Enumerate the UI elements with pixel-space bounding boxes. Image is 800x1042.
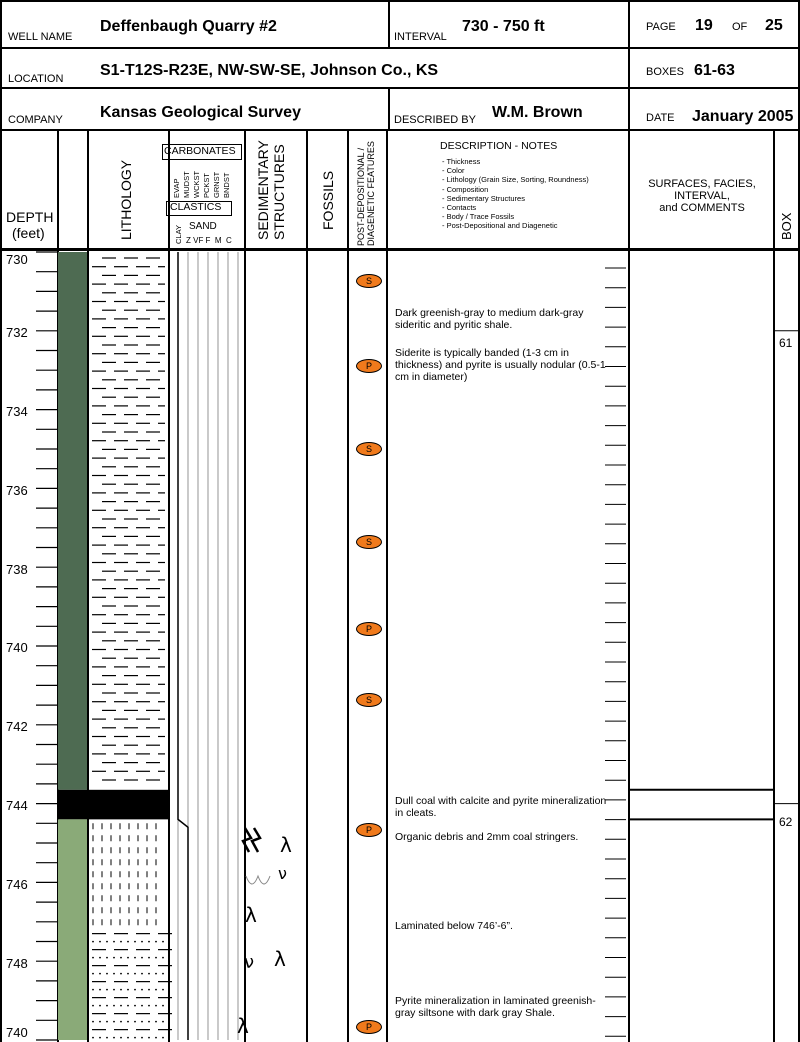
sedimentary-structures-header-2: STRUCTURES xyxy=(271,144,287,240)
box-number: 62 xyxy=(779,815,793,829)
silt-dot xyxy=(106,1037,108,1039)
grain-size-header: Z VF F M C xyxy=(186,236,232,245)
company-value: Kansas Geological Survey xyxy=(100,104,301,121)
depth-label: 746 xyxy=(6,877,28,892)
silt-dot xyxy=(134,1005,136,1007)
description-note: Siderite is typically banded (1-3 cm in thickness) and pyrite is usually nodular (0.5-1 cm in diameter) xyxy=(395,347,606,383)
carb-col-mudst: MUDST xyxy=(182,171,191,198)
silt-dot xyxy=(134,989,136,991)
well-name-label: WELL NAME xyxy=(8,31,73,43)
trace-fossil-symbol: ν xyxy=(278,864,287,883)
silt-dot xyxy=(162,973,164,975)
silt-dot xyxy=(148,1005,150,1007)
silt-dot xyxy=(162,1037,164,1039)
pyrite-badge: P xyxy=(356,1020,382,1034)
silt-dot xyxy=(148,1021,150,1023)
described-by-label: DESCRIBED BY xyxy=(394,114,476,126)
silt-dot xyxy=(134,973,136,975)
description-note: Pyrite mineralization in laminated greenish-gray siltsone with dark gray Shale. xyxy=(395,995,596,1019)
burrow-symbol: λ xyxy=(274,947,286,971)
depth-label: 742 xyxy=(6,719,28,734)
silt-dot xyxy=(148,973,150,975)
silt-dot xyxy=(162,941,164,943)
silt-dot xyxy=(134,1037,136,1039)
carbonates-header: CARBONATES xyxy=(164,145,236,157)
silt-dot xyxy=(113,941,115,943)
depth-label: 732 xyxy=(6,325,28,340)
desc-item: - Body / Trace Fossils xyxy=(442,212,515,222)
carb-col-wckst: WCKST xyxy=(192,170,201,198)
silt-dot xyxy=(120,1005,122,1007)
trace-fossil-symbol: ν xyxy=(244,952,255,973)
silt-dot xyxy=(120,973,122,975)
boxes-value: 61-63 xyxy=(694,62,735,79)
silt-dot xyxy=(134,941,136,943)
silt-dot xyxy=(120,989,122,991)
silt-dot xyxy=(127,989,129,991)
silt-dot xyxy=(162,957,164,959)
burrow-symbol: λ xyxy=(280,833,292,857)
page-label: PAGE xyxy=(646,21,676,33)
page-total: 25 xyxy=(765,17,783,34)
flaser-symbol xyxy=(243,828,251,852)
siderite-badge: S xyxy=(356,274,382,288)
boxes-label: BOXES xyxy=(646,66,684,78)
desc-item: - Post-Depositional and Diagenetic xyxy=(442,221,558,231)
silt-dot xyxy=(148,941,150,943)
description-note: Dark greenish-gray to medium dark-gray sideritic and pyritic shale. xyxy=(395,307,584,331)
silt-dot xyxy=(155,957,157,959)
surfaces-header: SURFACES, FACIES, INTERVAL, and COMMENTS xyxy=(648,178,756,214)
company-label: COMPANY xyxy=(8,114,63,126)
silt-dot xyxy=(92,1037,94,1039)
location-label: LOCATION xyxy=(8,73,64,85)
silt-dot xyxy=(106,1021,108,1023)
silt-dot xyxy=(113,957,115,959)
silt-dot xyxy=(162,989,164,991)
silt-dot xyxy=(99,989,101,991)
desc-item: - Lithology (Grain Size, Sorting, Roundness) xyxy=(442,175,589,185)
silt-dot xyxy=(113,1005,115,1007)
silt-dot xyxy=(134,1021,136,1023)
depth-label: 738 xyxy=(6,562,28,577)
silt-dot xyxy=(113,973,115,975)
date-value: January 2005 xyxy=(692,108,794,125)
shale-color-band xyxy=(58,252,87,790)
coal-bed xyxy=(58,790,168,820)
silt-dot xyxy=(106,941,108,943)
silt-dot xyxy=(141,941,143,943)
interval-label: INTERVAL xyxy=(394,31,447,43)
post-dep-header-2: DIAGENETIC FEATURES xyxy=(366,141,376,246)
depth-label: 740 xyxy=(6,640,28,655)
flaser-symbol xyxy=(252,828,260,852)
silt-dot xyxy=(99,1037,101,1039)
silt-dot xyxy=(141,1005,143,1007)
silt-dot xyxy=(106,973,108,975)
silt-dot xyxy=(127,1037,129,1039)
lithology-header: LITHOLOGY xyxy=(118,159,134,240)
silt-dot xyxy=(141,1037,143,1039)
carb-col-pckst: PCKST xyxy=(202,172,211,198)
silt-dot xyxy=(99,1021,101,1023)
description-note: Organic debris and 2mm coal stringers. xyxy=(395,831,579,843)
depth-label: 730 xyxy=(6,252,28,267)
grain-size-profile xyxy=(178,252,188,1040)
silt-dot xyxy=(127,1021,129,1023)
silt-dot xyxy=(113,989,115,991)
silt-dot xyxy=(141,973,143,975)
silt-dot xyxy=(99,941,101,943)
carb-col-grnst: GRNST xyxy=(212,171,221,198)
silt-dot xyxy=(92,989,94,991)
silt-dot xyxy=(162,1005,164,1007)
silt-dot xyxy=(148,957,150,959)
description-note: Laminated below 746’-6”. xyxy=(395,920,513,932)
siderite-badge: S xyxy=(356,535,382,549)
date-label: DATE xyxy=(646,112,675,124)
silt-dot xyxy=(155,1005,157,1007)
page-of-label: OF xyxy=(732,21,748,33)
desc-item: - Thickness xyxy=(442,157,481,166)
depth-header: DEPTH xyxy=(6,209,54,225)
siderite-badge: S xyxy=(356,442,382,456)
burrow-symbol: λ xyxy=(245,903,257,927)
clastics-header: CLASTICS xyxy=(170,201,222,213)
carb-col-bndst: BNDST xyxy=(222,172,231,198)
depth-label: 736 xyxy=(6,483,28,498)
silt-dot xyxy=(106,989,108,991)
silt-dot xyxy=(155,973,157,975)
silt-dot xyxy=(127,1005,129,1007)
silt-dot xyxy=(92,1021,94,1023)
silt-dot xyxy=(141,1021,143,1023)
interval-value: 730 - 750 ft xyxy=(462,18,545,35)
silt-dot xyxy=(92,957,94,959)
depth-label: 740 xyxy=(6,1025,28,1040)
silt-dot xyxy=(120,957,122,959)
silt-dot xyxy=(120,1021,122,1023)
location-value: S1-T12S-R23E, NW-SW-SE, Johnson Co., KS xyxy=(100,62,439,79)
depth-unit-header: (feet) xyxy=(12,225,45,241)
silt-dot xyxy=(99,957,101,959)
silt-dot xyxy=(106,957,108,959)
siltstone-color-band xyxy=(58,819,87,1040)
post-dep-header-1: POST-DEPOSITIONAL / xyxy=(356,147,366,246)
pyrite-badge: P xyxy=(356,622,382,636)
silt-dot xyxy=(113,1021,115,1023)
burrow-symbol: λ xyxy=(237,1014,249,1038)
description-note: Dull coal with calcite and pyrite mineralization in cleats. xyxy=(395,795,607,819)
silt-dot xyxy=(155,989,157,991)
silt-dot xyxy=(148,1037,150,1039)
silt-dot xyxy=(148,989,150,991)
clay-header: CLAY xyxy=(174,224,183,244)
silt-dot xyxy=(92,973,94,975)
silt-dot xyxy=(155,941,157,943)
silt-dot xyxy=(113,1037,115,1039)
desc-item: - Sedimentary Structures xyxy=(442,193,525,203)
depth-label: 734 xyxy=(6,404,28,419)
desc-item: - Composition xyxy=(442,184,489,194)
silt-dot xyxy=(127,957,129,959)
desc-item: - Color xyxy=(442,166,465,176)
silt-dot xyxy=(106,1005,108,1007)
desc-header-title: DESCRIPTION - NOTES xyxy=(440,140,558,152)
siderite-badge: S xyxy=(356,693,382,707)
silt-dot xyxy=(127,941,129,943)
silt-dot xyxy=(155,1021,157,1023)
silt-dot xyxy=(155,1037,157,1039)
silt-dot xyxy=(141,989,143,991)
depth-label: 748 xyxy=(6,956,28,971)
well-name-value: Deffenbaugh Quarry #2 xyxy=(100,18,277,35)
box-header: BOX xyxy=(779,212,794,240)
ripple-symbol xyxy=(246,876,270,884)
sedimentary-structures-header-1: SEDIMENTARY xyxy=(255,140,271,240)
silt-dot xyxy=(134,957,136,959)
pyrite-badge: P xyxy=(356,823,382,837)
silt-dot xyxy=(99,973,101,975)
carb-col-evap: EVAP xyxy=(172,178,181,198)
silt-dot xyxy=(141,957,143,959)
silt-dot xyxy=(92,941,94,943)
box-number: 61 xyxy=(779,336,793,350)
silt-dot xyxy=(99,1005,101,1007)
pyrite-badge: P xyxy=(356,359,382,373)
silt-dot xyxy=(120,1037,122,1039)
described-by-value: W.M. Brown xyxy=(492,104,583,121)
depth-label: 744 xyxy=(6,798,28,813)
page-number: 19 xyxy=(695,17,713,34)
desc-item: - Contacts xyxy=(442,203,477,213)
silt-dot xyxy=(127,973,129,975)
silt-dot xyxy=(120,941,122,943)
sand-header: SAND xyxy=(189,221,217,232)
fossils-header: FOSSILS xyxy=(320,170,336,230)
silt-dot xyxy=(162,1021,164,1023)
silt-dot xyxy=(92,1005,94,1007)
